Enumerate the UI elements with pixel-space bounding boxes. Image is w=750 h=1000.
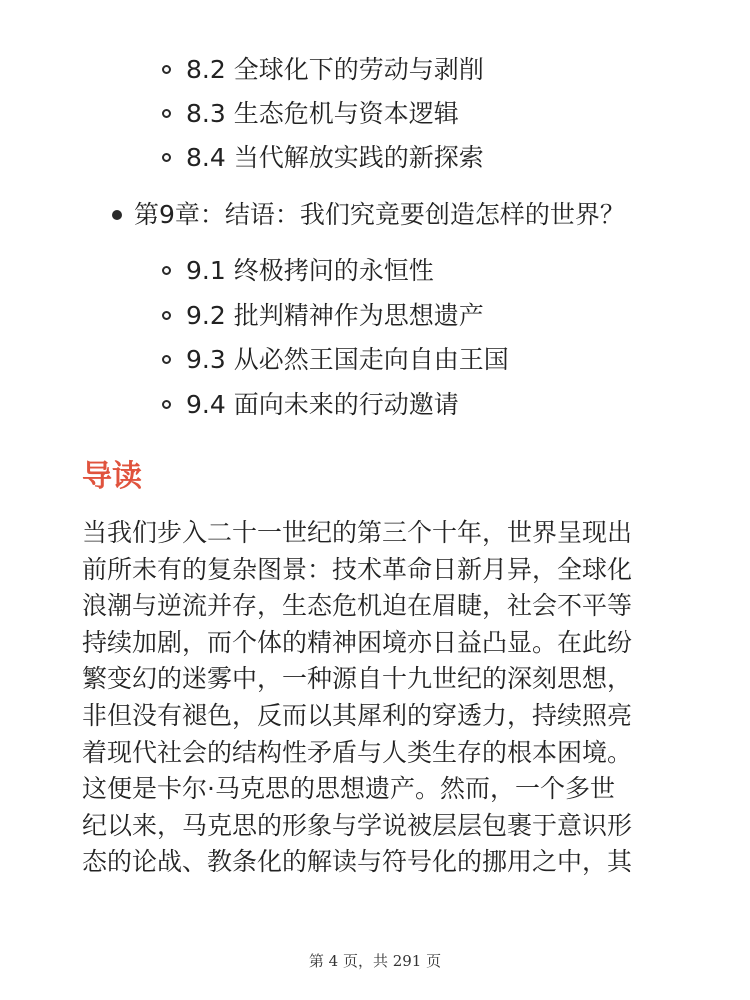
- toc-subitem-label: 9.2 批判精神作为思想遗产: [186, 301, 484, 330]
- body-line: 非但没有褪色，反而以其犀利的穿透力，持续照亮: [82, 700, 633, 730]
- body-line: 繁变幻的迷雾中，一种源自十九世纪的深刻思想，: [82, 664, 633, 694]
- toc-subitem-label: 8.3 生态危机与资本逻辑: [186, 99, 459, 128]
- toc-subitem-9-3[interactable]: [186, 343, 509, 377]
- hollow-bullet-icon: [162, 311, 171, 320]
- toc-subitem-9-2[interactable]: [186, 299, 484, 333]
- body-line: 态的论战、教条化的解读与符号化的挪用之中，其: [82, 847, 633, 877]
- toc-subitem-label: 9.3 从必然王国走向自由王国: [186, 345, 509, 374]
- body-line: 着现代社会的结构性矛盾与人类生存的根本困境。: [82, 737, 633, 767]
- hollow-bullet-icon: [162, 400, 171, 409]
- hollow-bullet-icon: [162, 153, 171, 162]
- hollow-bullet-icon: [162, 65, 171, 74]
- hollow-bullet-icon: [162, 109, 171, 118]
- page-number-footer: 第 4 页，共 291 页: [308, 952, 442, 970]
- body-line: 前所未有的复杂图景：技术革命日新月异，全球化: [82, 554, 633, 584]
- toc-subitem-9-4[interactable]: [186, 388, 459, 422]
- body-line: 浪潮与逆流并存，生态危机迫在眉睫，社会不平等: [82, 591, 633, 621]
- toc-chapter-9[interactable]: [134, 198, 625, 232]
- filled-bullet-icon: [112, 210, 122, 220]
- body-line: 持续加剧，而个体的精神困境亦日益凸显。在此纷: [82, 627, 633, 657]
- section-heading: 导读: [82, 459, 142, 494]
- body-paragraph: [82, 515, 682, 881]
- toc-subitem-label: 8.4 当代解放实践的新探索: [186, 143, 484, 172]
- body-line: 纪以来，马克思的形象与学说被层层包裹于意识形: [82, 810, 633, 840]
- toc-subitem-label: 9.1 终极拷问的永恒性: [186, 256, 434, 285]
- hollow-bullet-icon: [162, 266, 171, 275]
- toc-subitem-9-1[interactable]: [186, 254, 434, 288]
- toc-subitem-8-4[interactable]: [186, 141, 484, 175]
- toc-subitem-8-3[interactable]: [186, 97, 459, 131]
- toc-subitem-label: 8.2 全球化下的劳动与剥削: [186, 55, 484, 84]
- hollow-bullet-icon: [162, 355, 171, 364]
- toc-chapter-label: 第9章：结语：我们究竟要创造怎样的世界？: [134, 200, 625, 229]
- toc-subitem-label: 9.4 面向未来的行动邀请: [186, 390, 459, 419]
- body-line: 这便是卡尔·马克思的思想遗产。然而，一个多世: [82, 774, 615, 804]
- toc-subitem-8-2[interactable]: [186, 53, 484, 87]
- body-line: 当我们步入二十一世纪的第三个十年，世界呈现出: [82, 518, 633, 547]
